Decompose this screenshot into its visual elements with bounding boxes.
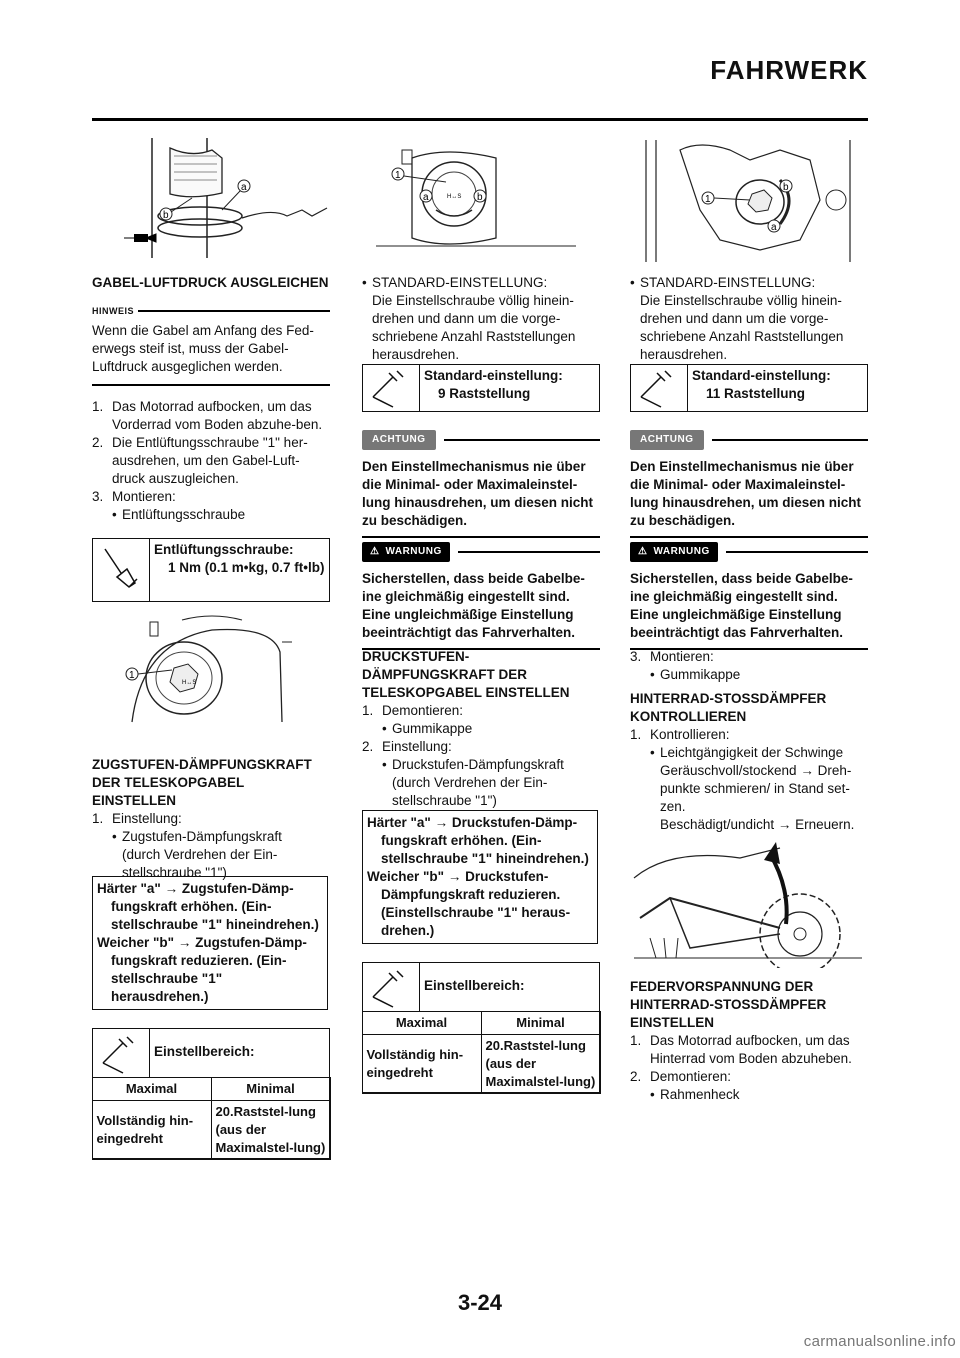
list-item-sub: (durch Verdrehen der Ein-stellschraube "1") (122, 847, 278, 880)
list-item: 2. Einstellung: (362, 739, 452, 754)
rebound-harder: Härter "a" → Zugstufen-Dämp-fungskraft erhöhen. (Ein-stellschraube "1" hineindrehen.) (97, 881, 319, 932)
label-a: a (423, 192, 429, 203)
warnung-label: ⚠ WARNUNG (362, 542, 450, 562)
rebound-softer: Weicher "b" → Zugstufen-Dämp-fungskraft reduzieren. (Ein-stellschraube "1" herausdrehen.) (97, 935, 307, 1004)
wrench-icon (363, 963, 420, 1011)
warnung-text: Sicherstellen, dass beide Gabelbe-ine gleichmäßig eingestellt sind. Eine ungleichmäßige Einstellung beeinträchtigt das Fahrverhalten. (630, 571, 853, 640)
rebound-range-box (92, 1028, 330, 1159)
label-a: a (241, 182, 247, 193)
range-table (362, 1011, 601, 1094)
list-item: • STANDARD-EINSTELLUNG: (362, 275, 548, 290)
hs-label: H↔S (182, 680, 197, 686)
warnung-label: ⚠ WARNUNG (630, 542, 718, 562)
range-max-value: Vollständig hin-eingedreht (92, 1100, 211, 1159)
list-item-sub: (durch Verdrehen der Ein-stellschraube "1") (392, 775, 548, 808)
wrench-icon (93, 539, 150, 601)
list-item: • Gummikappe (650, 667, 741, 682)
compression-range-box (362, 962, 600, 1093)
list-item: • STANDARD-EINSTELLUNG: (630, 275, 816, 290)
label-a: a (771, 222, 777, 233)
std-setting-box (630, 364, 868, 412)
list-item-sub: Geräuschvoll/stockend → Dreh-punkte schmieren/ in Stand set-zen. (660, 763, 852, 814)
achtung-label: ACHTUNG (362, 430, 436, 450)
rebound-adjuster-figure (122, 612, 292, 742)
label-b: b (477, 192, 483, 203)
compression-softer: Weicher "b" → Druckstufen-Dämpfungskraft reduzieren. (Einstellschraube "1" heraus-drehen.) (367, 869, 571, 938)
range-min-header: Minimal (481, 1011, 600, 1034)
spec-title: Entlüftungsschraube: (154, 542, 294, 557)
torque-spec-box (92, 538, 330, 602)
list-item: 3. Montieren: (92, 488, 176, 504)
list-item: 2. Demontieren: (630, 1069, 732, 1084)
page-number: 3-24 (457, 1290, 503, 1315)
achtung-text: Den Einstellmechanismus nie über die Minimal- oder Maximaleinstel-lung hinausdrehen, um diesen nicht zu beschädigen. (630, 459, 862, 528)
std-title: Standard-einstellung: (424, 368, 563, 383)
range-title: Einstellbereich: (154, 1044, 255, 1059)
range-title: Einstellbereich: (424, 978, 525, 993)
page-title: FAHRWERK (710, 55, 868, 85)
warning-icon: ⚠ (638, 546, 648, 557)
footer-watermark: carmanualsonline.info (803, 1333, 956, 1350)
achtung-label-row (362, 430, 600, 450)
range-min-value: 20.Raststel-lung (aus der Maximalstel-lung) (211, 1100, 330, 1159)
list-item: • Gummikappe (382, 721, 473, 736)
warning-icon: ⚠ (370, 546, 380, 557)
achtung-label-row (630, 430, 868, 450)
heading-compression: DRUCKSTUFEN-DÄMPFUNGSKRAFT DER TELESKOPGABEL EINSTELLEN (362, 649, 570, 700)
warnung-label-row (362, 542, 600, 562)
label-1: 1 (705, 194, 711, 205)
rear-swingarm-figure (630, 838, 862, 968)
wrench-icon (631, 365, 688, 411)
label-1: 1 (395, 170, 401, 181)
list-item: • Druckstufen-Dämpfungskraft (382, 757, 564, 772)
note-text: Wenn die Gabel am Anfang des Fed-erwegs steif ist, muss der Gabel-Luftdruck ausgeglichen werden. (92, 323, 314, 374)
achtung-label: ACHTUNG (630, 430, 704, 450)
std-setting-box (362, 364, 600, 412)
wrench-icon (363, 365, 420, 411)
list-item-sub: Beschädigt/undicht → Erneuern. (660, 817, 855, 832)
range-max-header: Maximal (362, 1011, 481, 1034)
rebound-adjust-box (92, 876, 328, 1010)
label-b: b (163, 210, 169, 221)
range-min-header: Minimal (211, 1077, 330, 1100)
achtung-text: Den Einstellmechanismus nie über die Minimal- oder Maximaleinstel-lung hinausdrehen, um diesen nicht zu beschädigen. (362, 459, 594, 528)
fork-air-figure (112, 138, 332, 258)
list-item: • Zugstufen-Dämpfungskraft (112, 829, 282, 844)
compression-harder: Härter "a" → Druckstufen-Dämp-fungskraft erhöhen. (Ein-stellschraube "1" hineindrehen.) (367, 815, 589, 866)
heading-fork-air: GABEL-LUFTDRUCK AUSGLEICHEN (92, 275, 329, 290)
range-table (92, 1077, 331, 1160)
label-b: b (783, 182, 789, 193)
list-item: 3. Montieren: (630, 649, 714, 664)
note-label (92, 302, 330, 320)
note-rule (92, 384, 330, 386)
list-item: 1. Das Motorrad aufbocken, um das Vorderrad vom Boden abzuhe-ben. (92, 398, 323, 432)
warnung-text: Sicherstellen, dass beide Gabelbe-ine gleichmäßig eingestellt sind. Eine ungleichmäßige Einstellung beeinträchtigt das Fahrverhalten. (362, 571, 585, 640)
std-text: Die Einstellschraube völlig hinein-drehen und dann um die vorge-schriebene Anzahl Raststellungen herausdrehen. (372, 293, 576, 362)
range-max-value: Vollständig hin-eingedreht (362, 1034, 481, 1093)
std-title: Standard-einstellung: (692, 368, 831, 383)
rear-adjuster-figure (640, 140, 860, 262)
header-rule (92, 118, 868, 121)
heading-rear-check: HINTERRAD-STOSSDÄMPFER KONTROLLIEREN (630, 691, 827, 724)
list-item: • Leichtgängigkeit der Schwinge (650, 745, 844, 760)
compression-adjuster-figure (376, 138, 576, 258)
spec-value: 1 Nm (0.1 m•kg, 0.7 ft•lb) (168, 560, 325, 575)
label-1: 1 (129, 670, 135, 681)
note-label-text: HINWEIS (92, 306, 135, 316)
heading-rebound: ZUGSTUFEN-DÄMPFUNGSKRAFT DER TELESKOPGABEL EINSTELLEN (92, 757, 312, 808)
range-min-value: 20.Raststel-lung (aus der Maximalstel-lung) (481, 1034, 600, 1093)
list-item: 1. Einstellung: (92, 811, 182, 826)
list-item: 2. Die Entlüftungsschraube "1" her-ausdrehen, um den Gabel-Luft-druck auszugleichen. (92, 434, 308, 486)
warnung-label-row (630, 542, 868, 562)
list-item: • Entlüftungsschraube (112, 506, 246, 522)
heading-spring-preload: FEDERVORSPANNUNG DER HINTERRAD-STOSSDÄMPFER EINSTELLEN (630, 979, 827, 1030)
range-max-header: Maximal (92, 1077, 211, 1100)
hs-label: H↔S (447, 194, 462, 200)
list-item: 1. Das Motorrad aufbocken, um das Hinterrad vom Boden abzuheben. (630, 1033, 852, 1066)
std-value: 11 Raststellung (706, 386, 806, 401)
std-value: 9 Raststellung (438, 386, 531, 401)
list-item: 1. Kontrollieren: (630, 727, 730, 742)
compression-adjust-box (362, 810, 598, 944)
std-text: Die Einstellschraube völlig hinein-drehen und dann um die vorge-schriebene Anzahl Raststellungen herausdrehen. (640, 293, 844, 362)
list-item: 1. Demontieren: (362, 703, 464, 718)
list-item: • Rahmenheck (650, 1087, 740, 1102)
wrench-icon (93, 1029, 150, 1077)
